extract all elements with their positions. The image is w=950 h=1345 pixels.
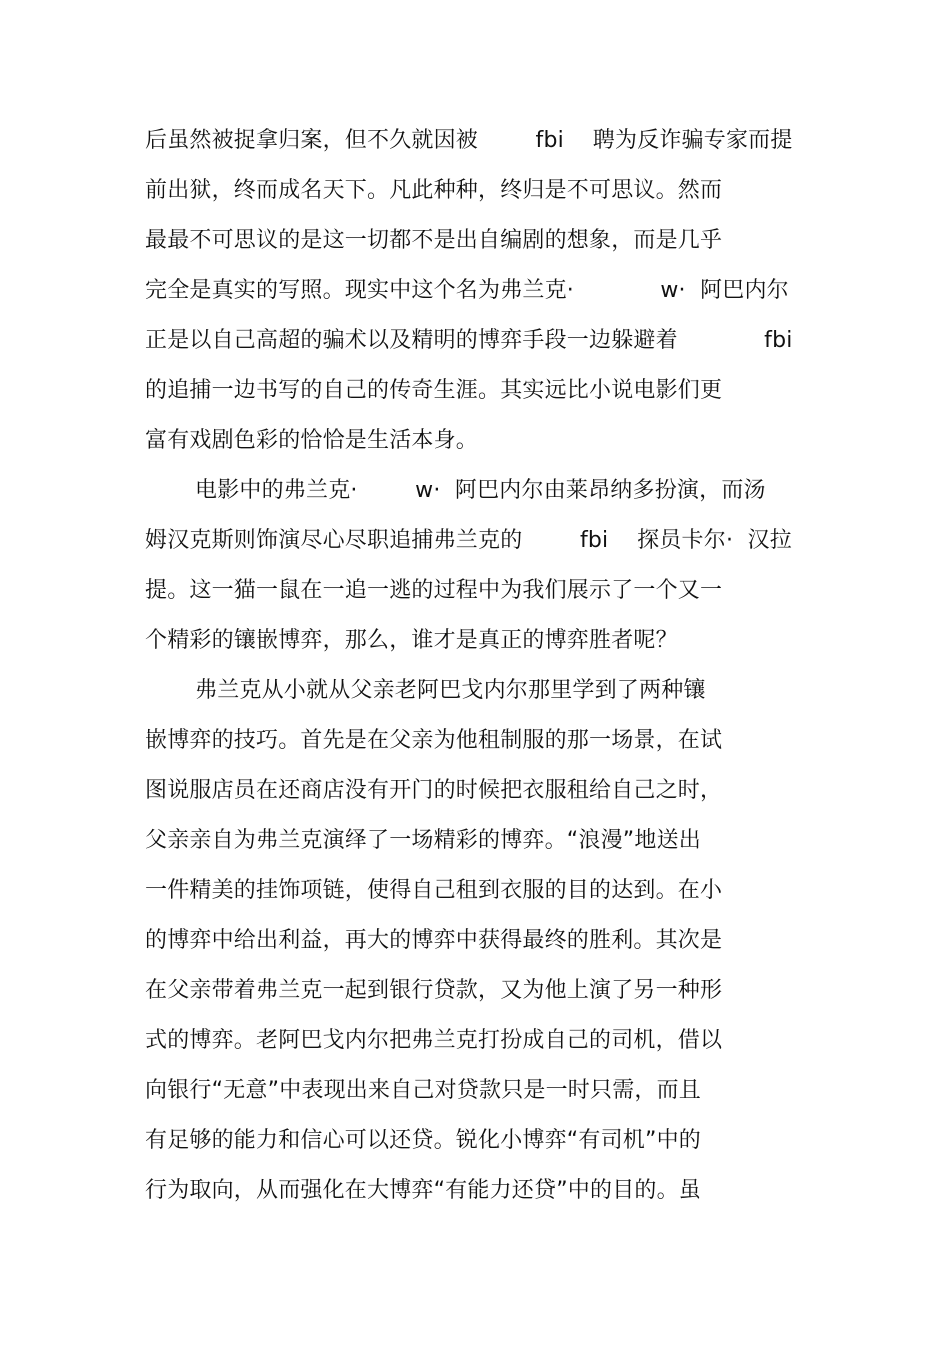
- text-line: 完全是真实的写照。现实中这个名为弗兰克· w· 阿巴内尔: [145, 278, 789, 303]
- text-line: 在父亲带着弗兰克一起到银行贷款，又为他上演了另一种形: [145, 978, 723, 1003]
- text-line: 的博弈中给出利益，再大的博弈中获得最终的胜利。其次是: [145, 928, 723, 953]
- text-line: 姆汉克斯则饰演尽心尽职追捕弗兰克的 fbi 探员卡尔· 汉拉: [145, 528, 792, 553]
- text-line: 行为取向，从而强化在大博弈“有能力还贷”中的目的。虽: [145, 1178, 701, 1203]
- text-line: 嵌博弈的技巧。首先是在父亲为他租制服的那一场景，在试: [145, 728, 723, 753]
- text-line: 最最不可思议的是这一切都不是出自编剧的想象，而是几乎: [145, 228, 723, 253]
- text-line: 有足够的能力和信心可以还贷。锐化小博弈“有司机”中的: [145, 1128, 701, 1153]
- paragraph-first-line: 弗兰克从小就从父亲老阿巴戈内尔那里学到了两种镶: [195, 678, 706, 703]
- text-line: 个精彩的镶嵌博弈，那么，谁才是真正的博弈胜者呢？: [145, 628, 678, 653]
- text-line: 正是以自己高超的骗术以及精明的博弈手段一边躲避着 fbi: [145, 328, 793, 353]
- text-line: 富有戏剧色彩的恰恰是生活本身。: [145, 428, 479, 453]
- text-line: 一件精美的挂饰项链，使得自己租到衣服的目的达到。在小: [145, 878, 723, 903]
- text-line: 式的博弈。老阿巴戈内尔把弗兰克打扮成自己的司机，借以: [145, 1028, 723, 1053]
- text-line: 前出狱，终而成名天下。凡此种种，终归是不可思议。然而: [145, 178, 723, 203]
- paragraph-first-line: 电影中的弗兰克· w· 阿巴内尔由莱昂纳多扮演，而汤: [195, 478, 766, 503]
- text-line: 提。这一猫一鼠在一追一逃的过程中为我们展示了一个又一: [145, 578, 723, 603]
- text-line: 的追捕一边书写的自己的传奇生涯。其实远比小说电影们更: [145, 378, 723, 403]
- text-line: 后虽然被捉拿归案，但不久就因被 fbi 聘为反诈骗专家而提: [145, 128, 793, 153]
- text-line: 图说服店员在还商店没有开门的时候把衣服租给自己之时，: [145, 778, 723, 803]
- text-line: 向银行“无意”中表现出来自己对贷款只是一时只需，而且: [145, 1078, 701, 1103]
- text-line: 父亲亲自为弗兰克演绎了一场精彩的博弈。“浪漫”地送出: [145, 828, 701, 853]
